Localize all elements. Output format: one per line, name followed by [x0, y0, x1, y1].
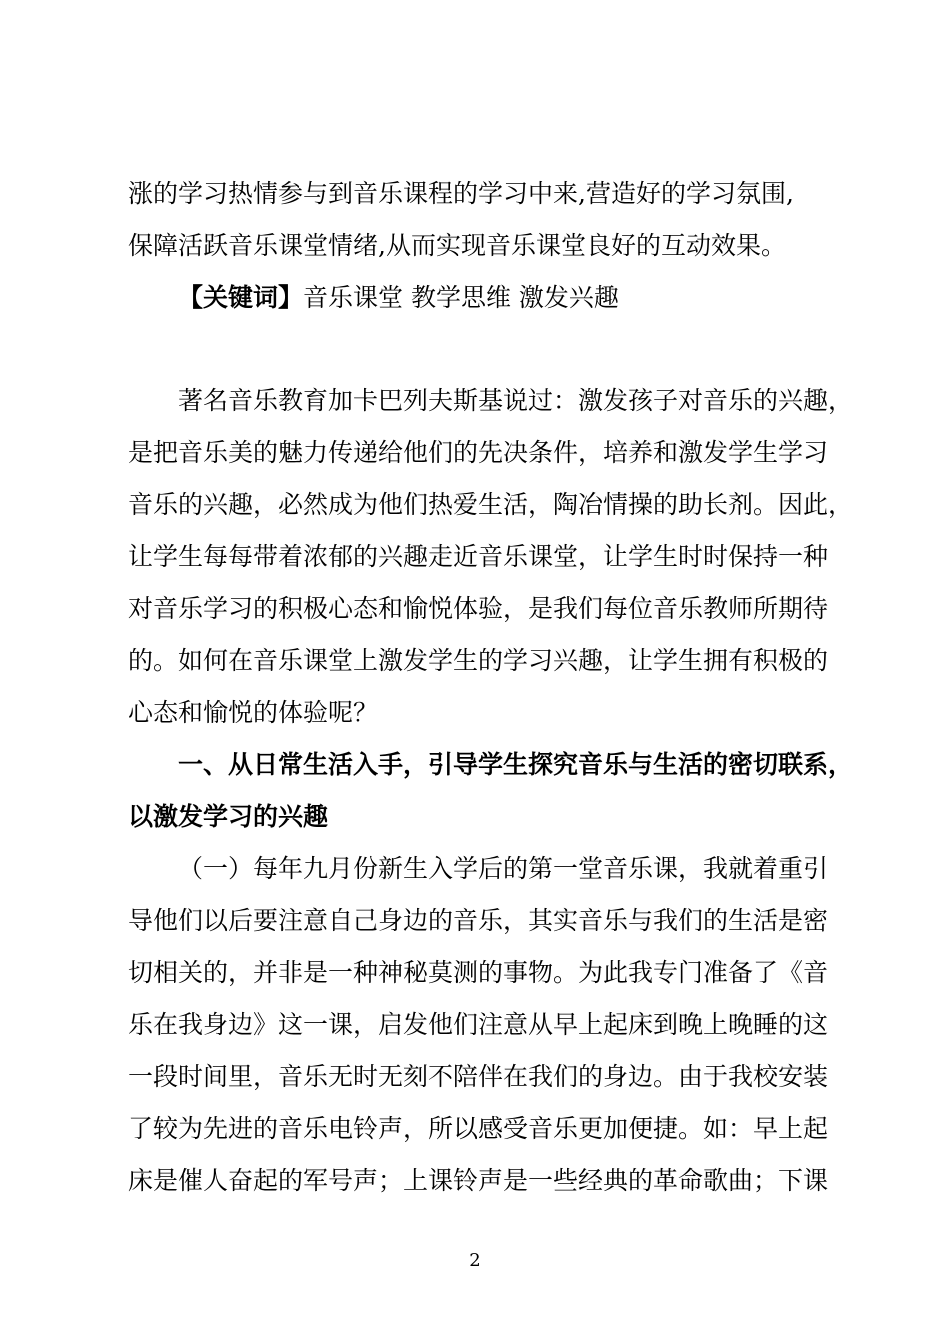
section-line: 床是催人奋起的军号声；上课铃声是一些经典的革命歌曲；下课 [128, 1166, 829, 1195]
section-line: 一段时间里，音乐无时无刻不陪伴在我们的身边。由于我校安装 [128, 1062, 829, 1091]
intro-line: 心态和愉悦的体验呢？ [128, 698, 379, 727]
body-line: 涨的学习热情参与到音乐课程的学习中来,营造好的学习氛围, [128, 179, 794, 208]
keywords-label: 【关键词】 [178, 283, 304, 312]
keywords-text: 音乐课堂 教学思维 激发兴趣 [303, 283, 619, 312]
section-line: 了较为先进的音乐电铃声，所以感受音乐更加便捷。如：早上起 [128, 1114, 829, 1143]
intro-line: 著名音乐教育加卡巴列夫斯基说过：激发孩子对音乐的兴趣， [178, 386, 854, 415]
section-heading: 以激发学习的兴趣 [128, 802, 329, 831]
intro-line: 的。如何在音乐课堂上激发学生的学习兴趣，让学生拥有积极的 [128, 646, 829, 675]
section-line: 导他们以后要注意自己身边的音乐，其实音乐与我们的生活是密 [128, 906, 829, 935]
section-line: （一）每年九月份新生入学后的第一堂音乐课，我就着重引 [178, 854, 829, 883]
keywords-line [178, 282, 619, 314]
intro-line: 让学生每每带着浓郁的兴趣走近音乐课堂，让学生时时保持一种 [128, 542, 829, 571]
intro-line: 对音乐学习的积极心态和愉悦体验，是我们每位音乐教师所期待 [128, 594, 829, 623]
section-heading: 一、从日常生活入手，引导学生探究音乐与生活的密切联系， [178, 750, 854, 779]
page-number: 2 [469, 1250, 481, 1271]
body-line: 保障活跃音乐课堂情绪,从而实现音乐课堂良好的互动效果。 [128, 231, 786, 260]
section-line: 乐在我身边》这一课，启发他们注意从早上起床到晚上晚睡的这 [128, 1010, 829, 1039]
intro-line: 是把音乐美的魅力传递给他们的先决条件，培养和激发学生学习 [128, 438, 829, 467]
intro-line: 音乐的兴趣，必然成为他们热爱生活，陶冶情操的助长剂。因此， [128, 490, 854, 519]
section-line: 切相关的，并非是一种神秘莫测的事物。为此我专门准备了《音 [128, 958, 829, 987]
